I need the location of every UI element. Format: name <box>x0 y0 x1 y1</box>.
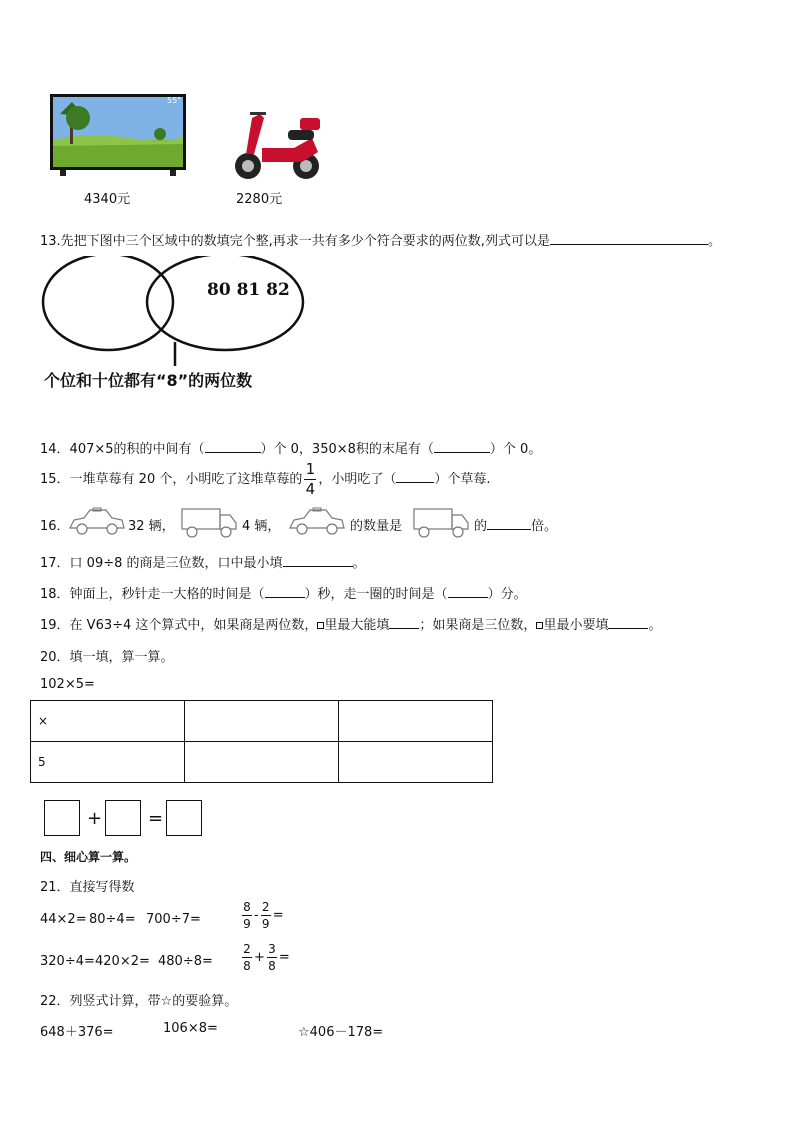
truck-icon-2 <box>412 505 470 543</box>
multiplication-grid <box>30 700 493 783</box>
q15-blank[interactable] <box>396 470 434 483</box>
q21-fraction-expr-1: $\frac{8}{9}$ - $\frac{2}{9}$ = <box>243 900 284 931</box>
q21-item: 320÷4= <box>40 954 95 969</box>
car-icon-2 <box>286 506 346 542</box>
question-17: 17．口 09÷8 的商是三位数，口中最小填 。 <box>40 556 366 571</box>
q16-mid: 的数量是 <box>350 519 403 534</box>
venn-caption: 个位和十位都有“8”的两位数 <box>44 371 253 390</box>
question-19: 19．在 V63÷4 这个算式中，如果商是两位数， 里最大能填 ；如果商是三位数， 里最小要填 。 <box>40 618 662 633</box>
q13-blank[interactable] <box>550 232 708 245</box>
q17-blank[interactable] <box>283 554 353 567</box>
question-18: 18．钟面上，秒针走一大格的时间是（ ）秒，走一圈的时间是（ ）分。 <box>40 587 527 602</box>
equals-sign: = <box>148 808 164 829</box>
grid-cell[interactable] <box>185 701 339 742</box>
q16-tail: 的 倍。 <box>474 519 558 534</box>
q20-title: 20．填一填，算一算。 <box>40 650 174 665</box>
q16-number: 16． <box>40 519 70 534</box>
q22-title: 22．列竖式计算，带☆的要验算。 <box>40 994 238 1009</box>
q21-item: 80÷4= <box>89 912 136 927</box>
q21-item: 44×2= <box>40 912 87 927</box>
grid-cell: 5 <box>31 742 185 783</box>
q19-blank-2[interactable] <box>608 616 648 629</box>
section-4-title: 四、细心算一算。 <box>40 850 137 864</box>
tv-price: 4340元 <box>84 192 131 207</box>
q18-blank-2[interactable] <box>448 585 488 598</box>
grid-cell[interactable] <box>185 742 339 783</box>
q19-blank-1[interactable] <box>389 616 419 629</box>
grid-cell[interactable] <box>339 742 493 783</box>
grid-cell[interactable] <box>339 701 493 742</box>
q21-fraction-expr-2: $\frac{2}{8}$ + $\frac{3}{8}$ = <box>243 942 290 973</box>
q21-item: 480÷8= <box>158 954 213 969</box>
plus-sign: + <box>87 808 103 829</box>
q16-blank[interactable] <box>487 517 531 530</box>
q21-item: 700÷7= <box>146 912 201 927</box>
scooter-price: 2280元 <box>236 192 283 207</box>
q16-trucks-count: 4 辆， <box>242 519 281 534</box>
q21-item: 420×2= <box>95 954 150 969</box>
q20-expression: 102×5= <box>40 677 95 692</box>
answer-box-3[interactable] <box>166 800 202 836</box>
tv-size-label: 55" <box>167 96 181 105</box>
question-14: 14．407×5的积的中间有（ ）个 0，350×8积的末尾有（ ）个 0。 <box>40 442 542 457</box>
car-icon <box>66 506 126 542</box>
q14-blank-2[interactable] <box>434 440 490 453</box>
q22-item: 106×8= <box>163 1021 218 1036</box>
q22-item: 648＋376= <box>40 1025 114 1040</box>
question-15: 15．一堆草莓有 20 个，小明吃了这堆草莓的 $\frac{1}{4}$ ，小明吃了（ ）个草莓. <box>40 460 491 498</box>
scooter-image <box>232 108 324 186</box>
q22-item: ☆406－178= <box>298 1025 384 1040</box>
q13-text: 13.先把下图中三个区域中的数填完个整,再求一共有多少个符合要求的两位数,列式可以是 <box>40 234 550 249</box>
venn-diagram <box>40 256 310 370</box>
tv-image <box>50 94 186 182</box>
q21-title: 21．直接写得数 <box>40 880 135 895</box>
q16-cars-count: 32 辆， <box>128 519 175 534</box>
answer-box-2[interactable] <box>105 800 141 836</box>
q18-blank-1[interactable] <box>265 585 305 598</box>
answer-box-1[interactable] <box>44 800 80 836</box>
venn-numbers: 80 81 82 <box>207 280 290 300</box>
q14-blank-1[interactable] <box>205 440 261 453</box>
q15-fraction: $\frac{1}{4}$ <box>305 460 316 498</box>
question-13: 13.先把下图中三个区域中的数填完个整,再求一共有多少个符合要求的两位数,列式可以是 。 <box>40 234 721 249</box>
grid-cell: × <box>31 701 185 742</box>
truck-icon <box>180 505 238 543</box>
